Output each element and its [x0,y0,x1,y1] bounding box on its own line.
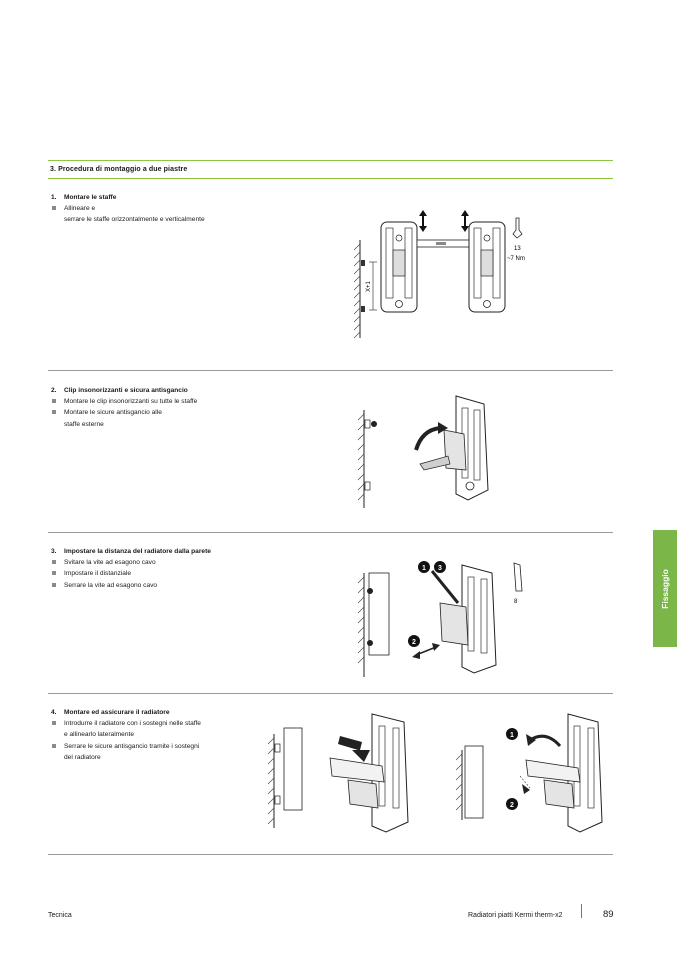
step-number: 1. [51,194,57,201]
step-bullet [51,396,251,407]
step-marker-1: 1 [510,732,514,739]
footer-section-label: Tecnica [48,912,72,919]
step-bullet [51,741,251,752]
bullet-text: Introdurre il radiatore con i sostegni nelle staffe [64,720,201,728]
step-number: 3. [51,548,57,555]
step-bullet [51,203,251,214]
section-divider [48,693,613,694]
step-title: Impostare la distanza del radiatore dalla parete [64,548,211,555]
step-bullet [51,580,251,591]
bullet-text-cont: e allinearlo lateralmente [64,731,135,739]
bullet-text: Serrare le sicure antisgancio tramite i sostegni [64,742,200,750]
step-bullet [51,568,251,579]
step-1 [51,192,251,226]
bullet-square-icon [51,741,64,752]
bullet-square-icon [51,557,64,568]
step-number: 2. [51,387,57,394]
step-title: Clip insonorizzanti e sicura antisgancio [64,387,188,394]
section-bottom-rule [48,854,613,855]
bullet-square-icon [51,718,64,729]
step-number: 4. [51,709,57,716]
bullet-text: Svitare la vite ad esagono cavo [64,559,156,567]
step-title: Montare ed assicurare il radiatore [64,709,170,716]
bullet-text: Serrare la vite ad esagono cavo [64,581,158,589]
step-marker-2: 2 [412,639,416,646]
section-divider [48,370,613,371]
bullet-text-cont: serrare le staffe orizzontalmente e verticalmente [64,216,205,224]
side-tab-label: Fissaggio [660,568,670,609]
bullet-text: Montare le sicure antisgancio alle [64,409,162,417]
bullet-square-icon [51,396,64,407]
step-4 [51,707,251,763]
step-3 [51,546,251,591]
footer-document-title: Radiatori piatti Kermi therm-x2 [468,912,563,919]
section-title-underline [48,178,613,179]
hex-key-size-label: 8 [514,599,518,605]
side-tab-fissaggio[interactable] [653,530,677,647]
step-2 [51,385,251,430]
bullet-text: Impostare il distanziale [64,570,132,578]
torque-label: ~7 Nm [507,256,525,262]
dimension-label: X+1 [366,281,372,292]
bullet-square-icon [51,203,64,214]
bullet-text-cont: staffe esterne [64,420,104,428]
step-bullet [51,557,251,568]
bullet-square-icon [51,407,64,418]
bullet-text-cont: del radiatore [64,753,101,761]
footer-separator [581,904,582,918]
page-number: 89 [603,909,614,920]
figure-mount-brackets [348,210,538,340]
bullet-text: Allineare e [64,205,96,213]
wrench-size-label: 13 [514,246,521,252]
step-bullet [51,718,251,729]
section-top-rule [48,160,613,161]
step-bullet [51,407,251,418]
figure-clip-install [352,390,502,510]
figure-secure-radiator [450,710,610,840]
step-marker-2: 2 [510,802,514,809]
step-marker-3: 3 [438,565,442,572]
figure-set-distance [352,555,532,680]
figure-mount-radiator [262,710,422,840]
section-title: 3. Procedura di montaggio a due piastre [50,166,188,173]
step-title: Montare le staffe [64,194,117,201]
bullet-text: Montare le clip insonorizzanti su tutte le staffe [64,398,198,406]
section-divider [48,532,613,533]
bullet-square-icon [51,568,64,579]
bullet-square-icon [51,580,64,591]
step-marker-1: 1 [422,565,426,572]
